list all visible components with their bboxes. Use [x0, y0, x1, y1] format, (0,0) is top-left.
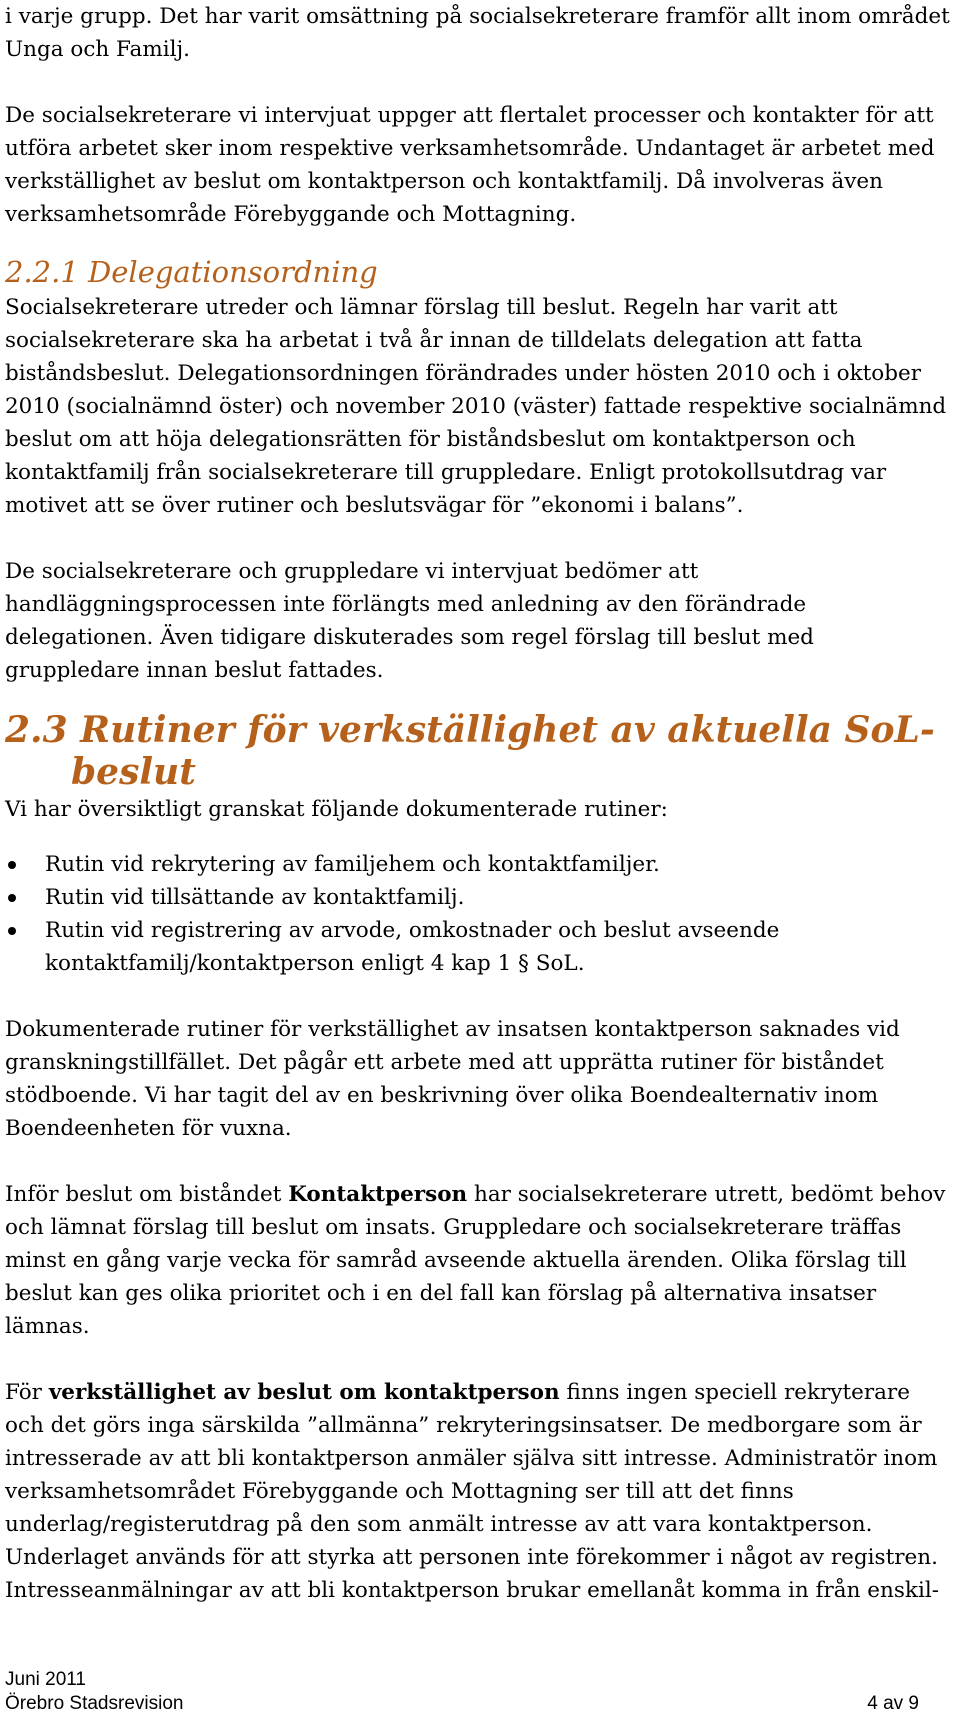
paragraph-intro-2: De socialsekreterare vi intervjuat uppger att flertalet processer och kontakter för att utföra arbetet sker inom respektive verksamhetsområde. Undantaget är arbetet med verkställighet av beslut om kontaktperson och kontaktfamilj. Då involveras även verksamhetsområde Förebyggande och Mottagning.	[5, 103, 935, 227]
bold-term-verkstallighet: verkställighet av beslut om kontaktperson	[48, 1380, 560, 1405]
section-heading-2-3	[5, 709, 955, 793]
paragraph-routines-3	[5, 1376, 955, 1607]
paragraph-intro-1: i varje grupp. Det har varit omsättning på socialsekreterare framför allt inom området Unga och Familj.	[5, 4, 950, 62]
section-heading-2-3-line1: 2.3 Rutiner för verkställighet av aktuella SoL-	[5, 709, 935, 751]
text-run: Inför beslut om biståndet	[5, 1182, 289, 1207]
text-run: För	[5, 1380, 49, 1405]
footer-date: Juni 2011	[5, 1669, 86, 1690]
paragraph-delegation-1: Socialsekreterare utreder och lämnar förslag till beslut. Regeln har varit att socialsekreterare ska ha arbetat i två år innan de tilldelats delegation att fatta biståndsbeslut. Delegationsordningen förändrades under hösten 2010 och i oktober 2010 (socialnämnd öster) och november 2010 (väster) fattade respektive socialnämnd beslut om att höja delegationsrätten för biståndsbeslut om kontaktperson och kontaktfamilj från socialsekreterare till gruppledare. Enligt protokollsutdrag var motivet att se över rutiner och beslutsvägar för ”ekonomi i balans”.	[5, 295, 947, 518]
text-run: har socialsekreterare utrett, bedömt behov och lämnat förslag till beslut om insats. Gruppledare och socialsekreterare träffas minst en gång varje vecka för samråd avseende aktuella ärenden. Olika förslag till beslut kan ges olika prioritet och i en del fall kan förslag på alternativa insatser lämnas.	[5, 1182, 946, 1339]
list-item: Rutin vid tillsättande av kontaktfamilj.	[5, 881, 955, 914]
paragraph-delegation-2: De socialsekreterare och gruppledare vi intervjuat bedömer att handläggningsprocessen inte förlängts med anledning av den förändrade delegationen. Även tidigare diskuterades som regel förslag till beslut med gruppledare innan beslut fattades.	[5, 559, 814, 683]
footer-page-number: 4 av 9	[867, 1693, 919, 1714]
list-item: Rutin vid rekrytering av familjehem och kontaktfamiljer.	[5, 848, 955, 881]
footer-organisation: Örebro Stadsrevision	[5, 1693, 184, 1714]
paragraph-routines-1: Dokumenterade rutiner för verkställighet av insatsen kontaktperson saknades vid granskningstillfället. Det pågår ett arbete med att upprätta rutiner för biståndet stödboende. Vi har tagit del av en beskrivning över olika Boendealternativ inom Boendeenheten för vuxna.	[5, 1017, 900, 1141]
page-footer	[5, 1668, 919, 1716]
text-run: finns ingen speciell rekryterare och det görs inga särskilda ”allmänna” rekryteringsinsatser. De medborgare som är intresserade av att bli kontaktperson anmäler själva sitt intresse. Administratör inom verksamhetsområdet Förebyggande och Mottagning ser till att det finns underlag/registerutdrag på den som anmält intresse av att vara kontaktperson. Underlaget används för att styrka att personen inte förekommer i något av registren. Intresseanmälningar av att bli kontaktperson brukar emellanåt komma in från enskil-	[5, 1380, 939, 1603]
routines-list	[5, 848, 955, 980]
section-heading-2-3-line2: beslut	[71, 751, 196, 793]
list-item: Rutin vid registrering av arvode, omkostnader och beslut avseende kontaktfamilj/kontaktperson enligt 4 kap 1 § SoL.	[5, 914, 955, 980]
bold-term-kontaktperson: Kontaktperson	[288, 1182, 468, 1207]
paragraph-routines-lead: Vi har översiktligt granskat följande dokumenterade rutiner:	[5, 797, 668, 822]
section-heading-2-2-1: 2.2.1 Delegationsordning	[5, 255, 378, 289]
paragraph-routines-2	[5, 1178, 955, 1343]
document-page	[5, 0, 955, 1607]
